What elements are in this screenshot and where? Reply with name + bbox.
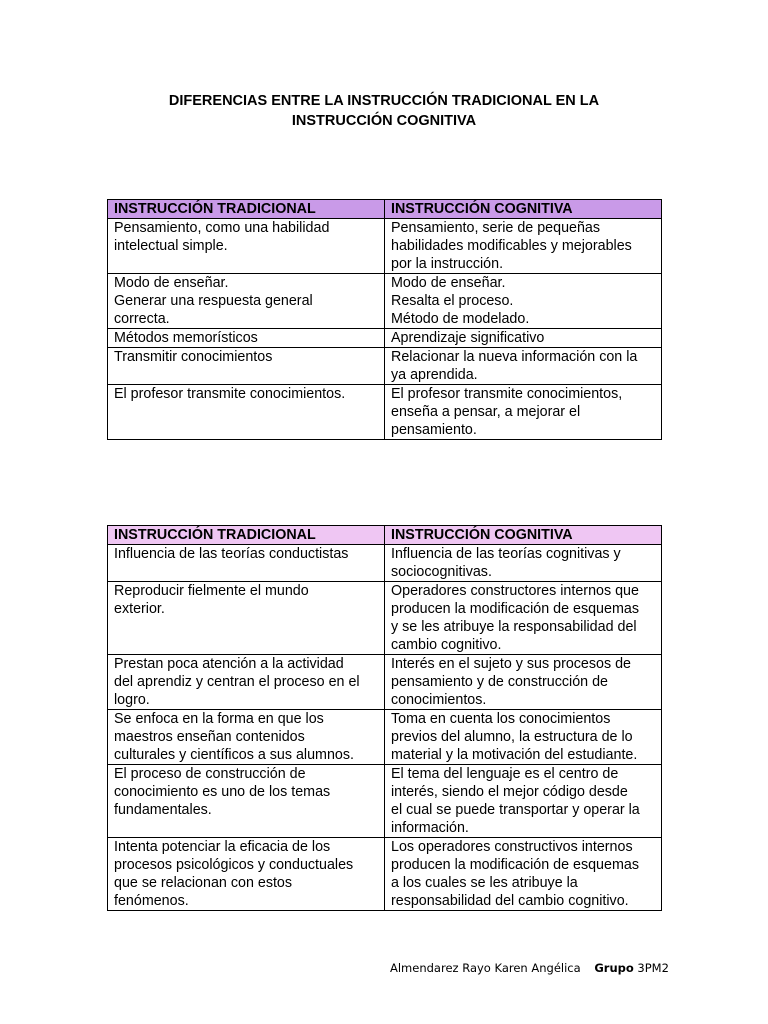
header-traditional: INSTRUCCIÓN TRADICIONAL xyxy=(108,200,385,219)
footer-author: Almendarez Rayo Karen Angélica xyxy=(390,961,581,975)
cell-cognitive: Interés en el sujeto y sus procesos de pensamiento y de construcción de conocimientos. xyxy=(385,655,662,710)
document-title xyxy=(0,91,768,131)
comparison-table-1 xyxy=(107,199,662,440)
cell-traditional: Métodos memorísticos xyxy=(108,329,385,348)
cell-cognitive: Modo de enseñar. Resalta el proceso. Método de modelado. xyxy=(385,274,662,329)
table-row xyxy=(108,219,662,274)
footer-group-label: Grupo xyxy=(594,961,634,975)
cell-traditional: Reproducir fielmente el mundo exterior. xyxy=(108,582,385,655)
table-row xyxy=(108,710,662,765)
cell-traditional: El profesor transmite conocimientos. xyxy=(108,385,385,440)
table-row xyxy=(108,545,662,582)
table-header-row xyxy=(108,200,662,219)
cell-traditional: Transmitir conocimientos xyxy=(108,348,385,385)
table-row xyxy=(108,348,662,385)
table-row xyxy=(108,582,662,655)
cell-cognitive: Aprendizaje significativo xyxy=(385,329,662,348)
header-cognitive: INSTRUCCIÓN COGNITIVA xyxy=(385,526,662,545)
cell-traditional: Prestan poca atención a la actividad del aprendiz y centran el proceso en el logro. xyxy=(108,655,385,710)
cell-cognitive: Toma en cuenta los conocimientos previos del alumno, la estructura de lo material y la motivación del estudiante. xyxy=(385,710,662,765)
cell-traditional: El proceso de construcción de conocimiento es uno de los temas fundamentales. xyxy=(108,765,385,838)
title-line-1: DIFERENCIAS ENTRE LA INSTRUCCIÓN TRADICIONAL EN LA xyxy=(168,93,600,109)
cell-traditional: Modo de enseñar. Generar una respuesta general correcta. xyxy=(108,274,385,329)
cell-traditional: Se enfoca en la forma en que los maestros enseñan contenidos culturales y científicos a sus alumnos. xyxy=(108,710,385,765)
table-row xyxy=(108,838,662,911)
title-line-2: INSTRUCCIÓN COGNITIVA xyxy=(291,113,477,129)
table-row xyxy=(108,655,662,710)
table-row xyxy=(108,329,662,348)
cell-cognitive: Los operadores constructivos internos producen la modificación de esquemas a los cuales se les atribuye la responsabilidad del cambio cognitivo. xyxy=(385,838,662,911)
table-row xyxy=(108,274,662,329)
table-row xyxy=(108,385,662,440)
table-header-row xyxy=(108,526,662,545)
header-cognitive: INSTRUCCIÓN COGNITIVA xyxy=(385,200,662,219)
cell-cognitive: El profesor transmite conocimientos, enseña a pensar, a mejorar el pensamiento. xyxy=(385,385,662,440)
cell-cognitive: El tema del lenguaje es el centro de interés, siendo el mejor código desde el cual se puede transportar y operar la información. xyxy=(385,765,662,838)
cell-traditional: Intenta potenciar la eficacia de los procesos psicológicos y conductuales que se relacionan con estos fenómenos. xyxy=(108,838,385,911)
cell-cognitive: Pensamiento, serie de pequeñas habilidades modificables y mejorables por la instrucción. xyxy=(385,219,662,274)
table-row xyxy=(108,765,662,838)
footer-group-value: 3PM2 xyxy=(637,961,669,975)
header-traditional: INSTRUCCIÓN TRADICIONAL xyxy=(108,526,385,545)
cell-cognitive: Relacionar la nueva información con la ya aprendida. xyxy=(385,348,662,385)
cell-cognitive: Influencia de las teorías cognitivas y sociocognitivas. xyxy=(385,545,662,582)
page-footer xyxy=(390,961,669,975)
comparison-table-2 xyxy=(107,525,662,911)
cell-traditional: Influencia de las teorías conductistas xyxy=(108,545,385,582)
cell-traditional: Pensamiento, como una habilidad intelectual simple. xyxy=(108,219,385,274)
cell-cognitive: Operadores constructores internos que producen la modificación de esquemas y se les atribuye la responsabilidad del cambio cognitivo. xyxy=(385,582,662,655)
